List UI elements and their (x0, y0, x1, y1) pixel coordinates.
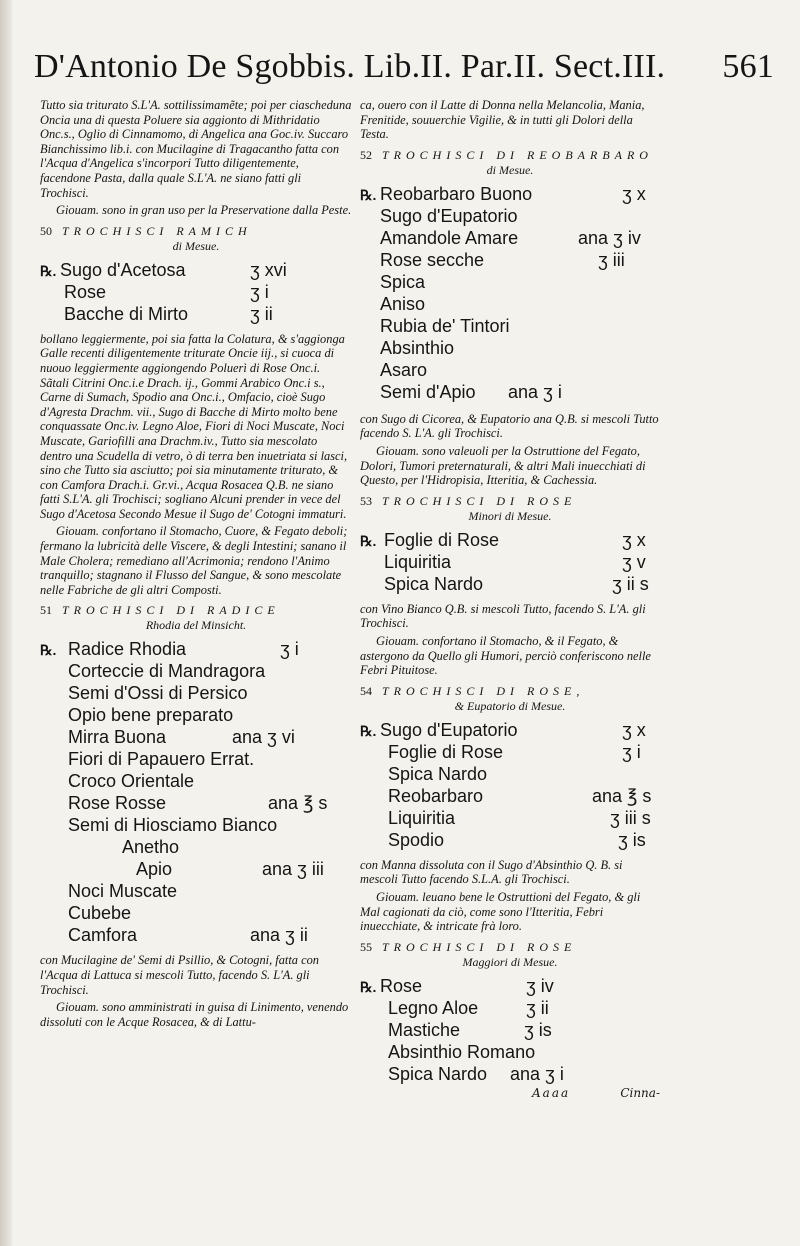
ingredient-name: Rose secche (380, 249, 485, 270)
recipe-title: TROCHISCI DI REOBARBARO (382, 147, 653, 162)
recipe-symbol: ℞. (40, 262, 57, 279)
ingredient-quantity: ʒ x (622, 183, 646, 204)
ingredient-name: Mirra Buona (68, 727, 167, 748)
ingredient-name: Rose (380, 975, 423, 996)
ingredient-row (360, 272, 660, 294)
ingredient-name: Reobarbaro Buono (380, 183, 533, 204)
paragraph: con Manna dissoluta con il Sugo d'Absinthio Q. B. si mescoli Tutto facendo S.L.A. gli Trochisci. (360, 857, 623, 887)
ingredient-name: Liquiritia (388, 807, 456, 828)
ingredient-name: Anetho (122, 837, 180, 858)
ingredient-row (360, 184, 660, 206)
ingredient-row (40, 639, 352, 661)
ingredient-name: Liquiritia (384, 551, 452, 572)
ingredient-row (40, 683, 352, 705)
recipe-number: 55 (360, 939, 372, 954)
ingredient-quantity: ana ʒ vi (232, 727, 295, 748)
signature-mark: Aaaa (532, 1085, 571, 1100)
recipe-number: 53 (360, 493, 372, 508)
ingredient-row (360, 382, 660, 404)
recipe-number: 50 (40, 223, 52, 238)
page-footer (360, 1086, 660, 1104)
ingredient-name: Fiori di Papauero Errat. (68, 749, 255, 770)
recipe-title: TROCHISCI DI ROSE (382, 939, 577, 954)
ingredient-name: Absinthio Romano (388, 1041, 536, 1062)
recipe-symbol: ℞. (360, 978, 377, 995)
ingredient-row (40, 661, 352, 683)
ingredient-name: Sugo d'Acetosa (60, 259, 186, 280)
recipe-subtitle: di Mesue. (172, 238, 220, 253)
ingredient-quantity: ʒ is (524, 1019, 552, 1040)
ingredient-name: Cubebe (68, 903, 132, 924)
ingredient-row (360, 742, 660, 764)
ingredient-row (360, 786, 660, 808)
ingredient-name: Foglie di Rose (384, 529, 500, 550)
ingredient-name: Spodio (388, 829, 445, 850)
ingredient-quantity: ʒ x (622, 529, 646, 550)
recipe-subtitle: di Mesue. (486, 162, 534, 177)
ingredient-name: Corteccie di Mandragora (68, 661, 266, 682)
ingredient-row (40, 837, 352, 859)
recipe-heading-55 (360, 940, 660, 976)
left-column (40, 98, 352, 1032)
ingredient-quantity: ana ℥ s (268, 793, 328, 814)
ingredient-name: Rose Rosse (68, 793, 167, 814)
ingredient-row (360, 830, 660, 852)
ingredient-quantity: ana ℥ s (592, 785, 652, 806)
ingredient-list-50 (40, 260, 352, 326)
ingredient-row (360, 976, 660, 998)
ingredient-name: Noci Muscate (68, 881, 178, 902)
recipe-subtitle: Rhodia del Minsicht. (145, 618, 247, 633)
recipe-symbol: ℞. (40, 642, 57, 659)
ingredient-quantity: ana ʒ iii (262, 859, 324, 880)
paragraph: con Mucilagine de' Semi di Psillio, & Cotogni, fatta con l'Acqua di Lattuca si mescoli Tutto, facendo S. L'A. gli Trochisci. (40, 953, 319, 997)
ingredient-quantity: ʒ i (250, 281, 269, 302)
ingredient-quantity: ʒ xvi (250, 259, 287, 280)
recipe-number: 51 (40, 603, 52, 618)
ingredient-name: Semi d'Ossi di Persico (68, 683, 248, 704)
ingredient-list-55 (360, 976, 660, 1086)
ingredient-name: Spica Nardo (384, 573, 484, 594)
ingredient-row (360, 764, 660, 786)
ingredient-row (40, 881, 352, 903)
ingredient-name: Reobarbaro (388, 785, 484, 806)
ingredient-list-54 (360, 720, 660, 852)
recipe-heading-51 (40, 603, 352, 639)
ingredient-name: Semi d'Apio (380, 381, 476, 402)
recipe-symbol: ℞. (360, 186, 377, 203)
ingredient-quantity: ʒ is (618, 829, 646, 850)
ingredient-quantity: ʒ x (622, 719, 646, 740)
recipe-heading-50 (40, 224, 352, 260)
ingredient-name: Apio (136, 859, 173, 880)
page-gutter (0, 0, 12, 1246)
ingredient-row (360, 206, 660, 228)
ingredient-quantity: ʒ ii (526, 997, 549, 1018)
ingredient-row (360, 228, 660, 250)
ingredient-row (40, 925, 352, 947)
ingredient-row (360, 552, 660, 574)
paragraph: Giouam. confortano il Stomacho, & il Fegato, & astergono da Quello gli Humori, perciò conferiscono nelle Febri Pituitose. (360, 633, 651, 678)
recipe-heading-52 (360, 148, 660, 184)
ingredient-name: Spica Nardo (388, 1063, 488, 1084)
ingredient-row (40, 793, 352, 815)
ingredient-quantity: ʒ iii s (610, 807, 651, 828)
ingredient-name: Sugo d'Eupatorio (380, 205, 518, 226)
ingredient-quantity: ʒ i (622, 741, 641, 762)
ingredient-name: Legno Aloe (388, 997, 479, 1018)
ingredient-name: Opio bene preparato (68, 705, 234, 726)
ingredient-quantity: ana ʒ i (508, 381, 562, 402)
running-head (34, 38, 774, 96)
page-number: 561 (722, 48, 774, 85)
ingredient-row (360, 1042, 660, 1064)
paragraph: Tutto sia triturato S.L'A. sottilissimamẽte; poi per ciascheduna Oncia una di questa Poluere sia aggionto di Mithridatio Onc.s., Oglio di Cinnamomo, di Angelica ana Goc.iv. Succaro Bianchissimo lib.i. con Mucilagine di Tragacantho fatta con l'Acqua d'Angelica s'incorpori Tutto diligentemente, facendone Pasta, dalla quale S.L'A. ne siano fatti gli Trochisci. (40, 98, 352, 200)
ingredient-list-53 (360, 530, 660, 596)
ingredient-list-51 (40, 639, 352, 947)
recipe-subtitle: Minori di Mesue. (468, 508, 552, 523)
running-title: D'Antonio De Sgobbis. Lib.II. Par.II. Sect.III. (34, 48, 666, 85)
ingredient-name: Spica (380, 271, 426, 292)
ingredient-row (40, 727, 352, 749)
ingredient-row (360, 1064, 660, 1086)
paragraph: bollano leggiermente, poi sia fatta la Colatura, & s'aggionga Galle recenti diligentemente triturate Oncie iij., si cuoca di nuouo leggiermente aggiongendo Poluerì di Rose Onc.i. Sãtali Citrini Onc.i.e Drach. ij., Gommi Arabico Onc.i s., Carne di Sumach, Spodio ana Onc.i., Omfacio, cioè Sugo d'Agresta Drachm. vii., Sugo di Bacche di Mirto molto bene conquassate Onc.iv. Legno Aloe, Fiori di Noci Muscate, Noci Muscate, Gariofilli ana Drachm.iv., Tutto sia mescolato dentro una Scudella di vetro, ò di terra ben inuetriata si lasci, sino che Tutto sia asciutto; poi sia minutamente triturato, & con Camfora Drach.i. Gr.vi., Acqua Rosacea Q.B. ne siano fatti S.L'A. gli Trochisci; sogliano Alcuni prender in vece del Sugo d'Acetosa Secondo Mesue il Sugo de' Cotogni immaturi. (40, 331, 348, 521)
ingredient-quantity: ana ʒ i (510, 1063, 564, 1084)
recipe-number: 54 (360, 683, 372, 698)
ingredient-row (360, 294, 660, 316)
recipe-heading-54 (360, 684, 660, 720)
recipe-title: TROCHISCI RAMICH (62, 223, 252, 238)
recipe-heading-53 (360, 494, 660, 530)
ingredient-row (360, 250, 660, 272)
ingredient-name: Semi di Hiosciamo Bianco (68, 815, 278, 836)
ingredient-name: Radice Rhodia (68, 639, 187, 660)
ingredient-row (40, 304, 352, 326)
ingredient-name: Amandole Amare (380, 227, 519, 248)
recipe-subtitle: & Eupatorio di Mesue. (454, 698, 566, 713)
ingredient-name: Absinthio (380, 337, 455, 358)
recipe-title: TROCHISCI DI ROSE, (382, 683, 585, 698)
ingredient-row (360, 1020, 660, 1042)
ingredient-row (40, 260, 352, 282)
ingredient-row (40, 903, 352, 925)
ingredient-row (360, 530, 660, 552)
ingredient-quantity: ana ʒ ii (250, 925, 308, 946)
paragraph: Giouam. confortano il Stomacho, Cuore, & Fegato deboli; fermano la lubricità delle Viscere, & degli Intestini; sanano il Male Cholera; remediano all'Acrimonia; rendono l'Animo tranquillo; stagnano il Flusso del Sangue, & sono mescolate nelle Fabriche de gli altri Composti. (40, 524, 348, 597)
ingredient-row (360, 360, 660, 382)
ingredient-row (40, 771, 352, 793)
paragraph: con Vino Bianco Q.B. si mescoli Tutto, facendo S. L'A. gli Trochisci. (360, 601, 646, 631)
ingredient-quantity: ʒ ii (250, 303, 273, 324)
ingredient-name: Sugo d'Eupatorio (380, 719, 518, 740)
paragraph: Giouam. sono amministrati in guisa di Linimento, venendo dissoluti con le Acque Rosacea, & di Lattu- (40, 1000, 349, 1029)
ingredient-name: Spica Nardo (388, 763, 488, 784)
ingredient-row (40, 859, 352, 881)
ingredient-name: Mastiche (388, 1019, 461, 1040)
paragraph: Giouam. sono valeuoli per la Ostruttione del Fegato, Dolori, Tumori preternaturali, & altri Mali inuecchiati di Questo, per l'Hidropisia, Itteritia, & Cachessia. (360, 443, 646, 488)
ingredient-row (360, 998, 660, 1020)
ingredient-quantity: ana ʒ iv (578, 227, 641, 248)
ingredient-quantity: ʒ iv (526, 975, 554, 996)
ingredient-row (360, 338, 660, 360)
paragraph: Giouam. sono in gran uso per la Preservatione dalla Peste. (56, 203, 352, 218)
ingredient-row (40, 705, 352, 727)
ingredient-name: Rose (64, 281, 107, 302)
recipe-symbol: ℞. (360, 532, 377, 549)
ingredient-list-52 (360, 184, 660, 404)
ingredient-row (360, 316, 660, 338)
recipe-title: TROCHISCI DI RADICE (62, 603, 280, 618)
ingredient-row (360, 720, 660, 742)
ingredient-row (360, 808, 660, 830)
ingredient-row (40, 815, 352, 837)
recipe-title: TROCHISCI DI ROSE (382, 493, 577, 508)
ingredient-name: Aniso (380, 293, 426, 314)
recipe-number: 52 (360, 147, 372, 162)
ingredient-row (360, 574, 660, 596)
ingredient-name: Bacche di Mirto (64, 303, 189, 324)
recipe-subtitle: Maggiori di Mesue. (462, 954, 558, 969)
ingredient-quantity: ʒ v (622, 551, 646, 572)
paragraph: ca, ouero con il Latte di Donna nella Melancolia, Mania, Frenitide, souuerchie Vigilie, & in tutti gli Dolori della Testa. (360, 98, 645, 142)
ingredient-quantity: ʒ i (280, 639, 299, 660)
paragraph: Giouam. leuano bene le Ostruttioni del Fegato, & gli Mal cagionati da ciò, come sono l'Itteritia, Febri inuecchiate, & intricate frà loro. (360, 889, 641, 934)
ingredient-name: Croco Orientale (68, 771, 195, 792)
ingredient-quantity: ʒ ii s (612, 573, 649, 594)
recipe-symbol: ℞. (360, 722, 377, 739)
ingredient-name: Foglie di Rose (388, 741, 504, 762)
right-column (360, 98, 660, 1104)
ingredient-name: Camfora (68, 925, 138, 946)
ingredient-quantity: ʒ iii (598, 249, 625, 270)
paragraph: con Sugo di Cicorea, & Eupatorio ana Q.B. si mescoli Tutto facendo S. L'A. gli Trochisci. (360, 411, 659, 441)
ingredient-name: Rubia de' Tintori (380, 315, 510, 336)
ingredient-row (40, 282, 352, 304)
ingredient-row (40, 749, 352, 771)
ingredient-name: Asaro (380, 359, 428, 380)
catchword: Cinna- (620, 1085, 660, 1100)
